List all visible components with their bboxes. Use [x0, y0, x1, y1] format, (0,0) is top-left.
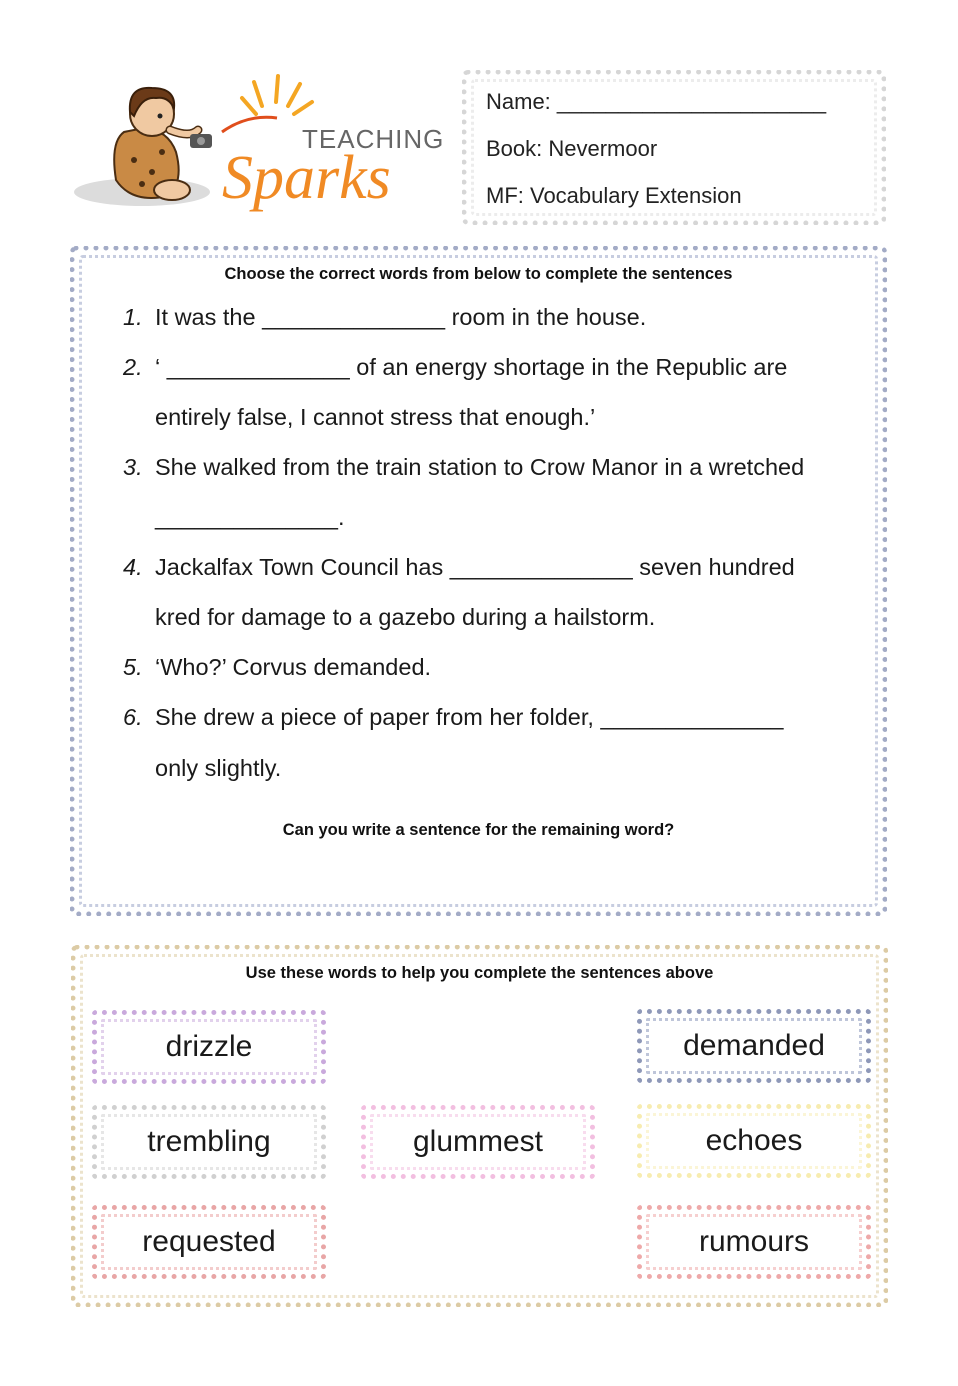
- word-label: rumours: [698, 1225, 810, 1258]
- word-label: requested: [142, 1225, 276, 1258]
- word-bank-panel: [71, 945, 888, 1307]
- word-card-drizzle[interactable]: [92, 1010, 326, 1084]
- word-label: demanded: [683, 1029, 825, 1062]
- question-text-continued: entirely false, I cannot stress that enough.’: [155, 404, 596, 430]
- word-card-demanded[interactable]: [637, 1009, 871, 1083]
- word-label: trembling: [147, 1125, 271, 1158]
- question-number: 5.: [123, 654, 143, 680]
- name-field[interactable]: Name: ______________________: [486, 89, 827, 114]
- questions-panel: [70, 246, 887, 916]
- word-card-requested[interactable]: [92, 1205, 326, 1279]
- question-number: 3.: [123, 454, 143, 480]
- svg-text:Sparks: Sparks: [222, 144, 391, 212]
- word-label: glummest: [412, 1125, 544, 1158]
- book-title: Book: Nevermoor: [486, 136, 658, 161]
- question-text: ‘ ______________ of an energy shortage in the Republic are: [155, 354, 788, 380]
- word-card-rumours[interactable]: [637, 1205, 871, 1279]
- question-text: It was the ______________ room in the house.: [155, 304, 647, 330]
- question-text-continued: only slightly.: [155, 755, 282, 781]
- question-text: ‘Who?’ Corvus demanded.: [155, 654, 432, 680]
- question-number: 4.: [123, 554, 143, 580]
- worksheet-type: MF: Vocabulary Extension: [486, 183, 742, 208]
- question-text-continued: kred for damage to a gazebo during a hailstorm.: [155, 604, 656, 630]
- caveman-mascot-icon: [72, 72, 452, 222]
- word-card-glummest[interactable]: [361, 1105, 595, 1179]
- student-info-box: [462, 70, 886, 225]
- question-text: Jackalfax Town Council has ______________ seven hundred: [155, 554, 795, 580]
- word-card-echoes[interactable]: [637, 1104, 871, 1178]
- question-text: She walked from the train station to Crow Manor in a wretched: [155, 454, 805, 480]
- question-text: She drew a piece of paper from her folder, ______________: [155, 704, 784, 730]
- word-card-trembling[interactable]: [92, 1105, 326, 1179]
- word-label: drizzle: [165, 1030, 253, 1063]
- word-bank-instruction: Use these words to help you complete the sentences above: [245, 964, 714, 982]
- question-text-continued: ______________.: [155, 504, 345, 530]
- question-number: 2.: [123, 354, 143, 380]
- question-number: 1.: [123, 304, 143, 330]
- question-number: 6.: [123, 704, 143, 730]
- questions-instruction: Choose the correct words from below to complete the sentences: [224, 265, 733, 283]
- svg-text:TEACHING: TEACHING: [302, 124, 445, 154]
- extension-prompt: Can you write a sentence for the remaining word?: [282, 821, 675, 839]
- word-label: echoes: [705, 1124, 803, 1157]
- teaching-sparks-logo: [72, 72, 452, 222]
